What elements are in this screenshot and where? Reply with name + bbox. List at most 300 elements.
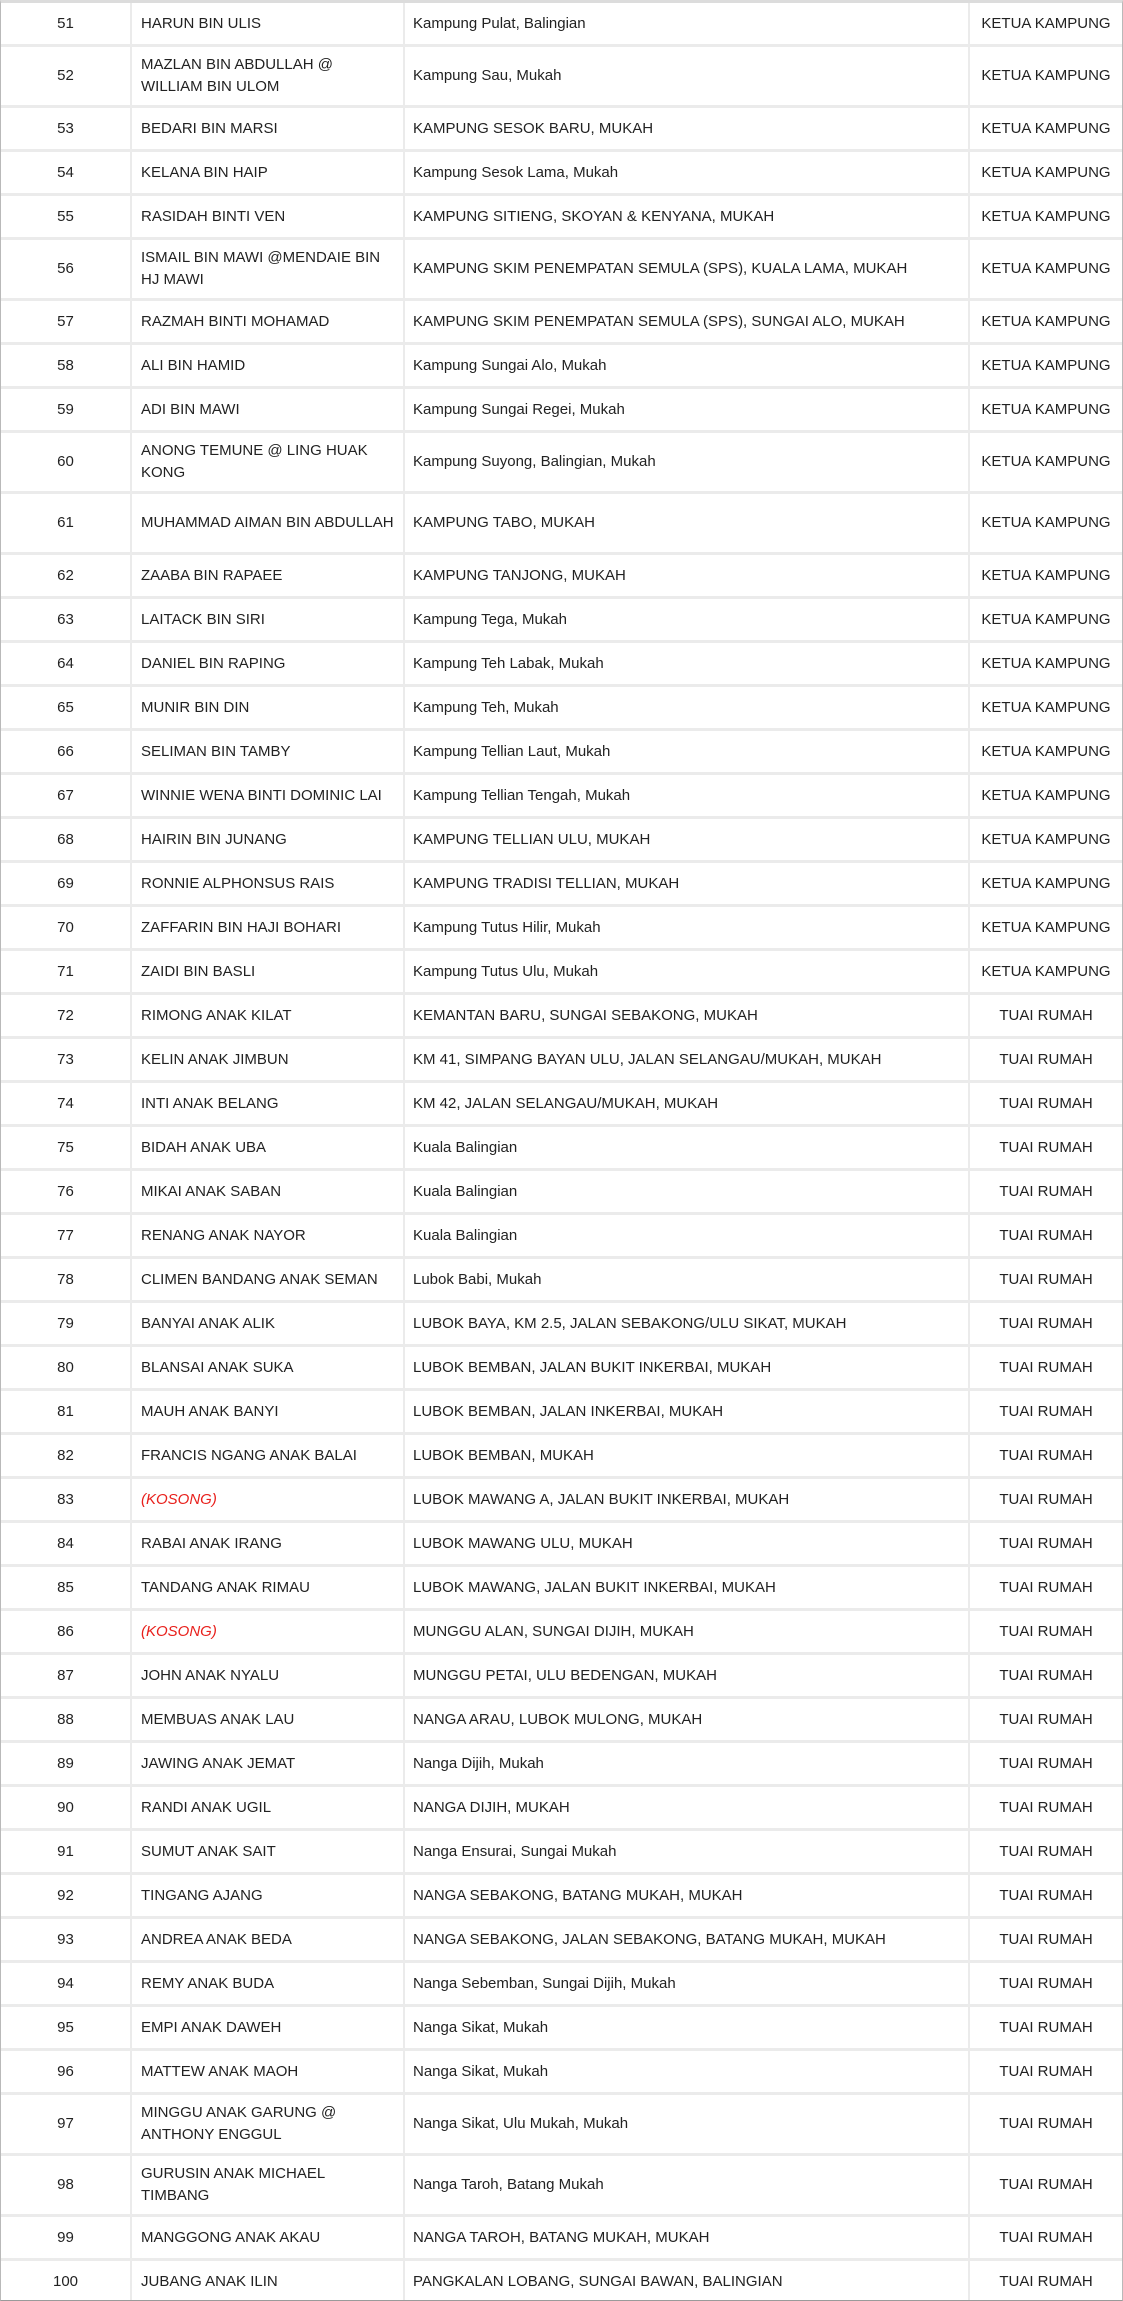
leader-role-cell	[969, 818, 1122, 862]
village-address-cell	[404, 2050, 969, 2094]
leader-name-vacant-cell	[131, 1610, 404, 1654]
table-row	[1, 300, 1122, 344]
village-address: Nanga Sikat, Ulu Mukah, Mukah	[413, 2115, 629, 2132]
village-address: KAMPUNG SKIM PENEMPATAN SEMULA (SPS), KUALA LAMA, MUKAH	[413, 260, 908, 277]
village-address: LUBOK MAWANG, JALAN BUKIT INKERBAI, MUKAH	[413, 1578, 776, 1596]
leader-role: KETUA KAMPUNG	[981, 163, 1111, 181]
village-address: Nanga Sikat, Mukah	[413, 2018, 549, 2036]
village-address-cell	[404, 1962, 969, 2006]
leader-role-cell	[969, 2155, 1122, 2216]
row-number: 60	[57, 453, 74, 470]
village-address: Nanga Sikat, Mukah	[413, 2062, 549, 2080]
leader-name-cell	[131, 598, 404, 642]
leader-role-cell	[969, 2006, 1122, 2050]
leader-name-cell	[131, 151, 404, 195]
leader-name-vacant: (KOSONG)	[141, 1622, 217, 1640]
table-row	[1, 818, 1122, 862]
row-number: 51	[57, 14, 74, 32]
leader-name-cell	[131, 195, 404, 239]
row-number-cell	[1, 1258, 131, 1302]
leader-name: MUHAMMAD AIMAN BIN ABDULLAH	[141, 514, 394, 531]
leader-role-cell	[969, 3, 1122, 46]
leader-name-cell	[131, 1302, 404, 1346]
row-number: 88	[57, 1710, 74, 1728]
row-number: 86	[57, 1622, 74, 1640]
row-number-cell	[1, 3, 131, 46]
leader-name: MATTEW ANAK MAOH	[141, 2062, 299, 2080]
row-number-cell	[1, 2155, 131, 2216]
table-row	[1, 554, 1122, 598]
leader-name: HARUN BIN ULIS	[141, 14, 262, 32]
row-number: 59	[57, 400, 74, 418]
row-number: 77	[57, 1226, 74, 1244]
leader-role-cell	[969, 1170, 1122, 1214]
village-address: Kampung Suyong, Balingian, Mukah	[413, 453, 656, 470]
village-address-cell	[404, 686, 969, 730]
leader-name-cell	[131, 46, 404, 107]
row-number-cell	[1, 2094, 131, 2155]
leader-name-cell	[131, 1170, 404, 1214]
village-address: KM 41, SIMPANG BAYAN ULU, JALAN SELANGAU/MUKAH, MUKAH	[413, 1050, 882, 1068]
leader-name-vacant: (KOSONG)	[141, 1490, 217, 1508]
leader-name: BANYAI ANAK ALIK	[141, 1314, 275, 1332]
row-number-cell	[1, 862, 131, 906]
row-number: 81	[57, 1402, 74, 1420]
leader-role-cell	[969, 1390, 1122, 1434]
village-address: Kampung Teh Labak, Mukah	[413, 654, 604, 672]
leader-role-cell	[969, 1654, 1122, 1698]
leader-role: TUAI RUMAH	[999, 1710, 1093, 1728]
leader-role: TUAI RUMAH	[999, 2176, 1093, 2193]
leader-role: TUAI RUMAH	[999, 1578, 1093, 1596]
table-row	[1, 107, 1122, 151]
leader-name-cell	[131, 2216, 404, 2260]
row-number: 70	[57, 918, 74, 936]
village-address: Nanga Taroh, Batang Mukah	[413, 2176, 604, 2193]
village-address-cell	[404, 1346, 969, 1390]
table-row	[1, 906, 1122, 950]
village-address: Kampung Tutus Hilir, Mukah	[413, 918, 601, 936]
table-row	[1, 2216, 1122, 2260]
leader-role: TUAI RUMAH	[999, 1490, 1093, 1508]
table-row	[1, 3, 1122, 46]
leader-role: TUAI RUMAH	[999, 1270, 1093, 1288]
table-row	[1, 730, 1122, 774]
leader-role: KETUA KAMPUNG	[981, 874, 1111, 892]
leader-name: KELIN ANAK JIMBUN	[141, 1050, 289, 1068]
leader-name: DANIEL BIN RAPING	[141, 654, 286, 672]
leader-role: KETUA KAMPUNG	[981, 830, 1111, 848]
leader-role-cell	[969, 239, 1122, 300]
leader-name-cell	[131, 1698, 404, 1742]
leader-name: EMPI ANAK DAWEH	[141, 2018, 282, 2036]
village-address-cell	[404, 642, 969, 686]
village-address-cell	[404, 1566, 969, 1610]
leader-role: TUAI RUMAH	[999, 2228, 1093, 2246]
table-row	[1, 2050, 1122, 2094]
row-number-cell	[1, 1962, 131, 2006]
leader-name-cell	[131, 1874, 404, 1918]
leader-role: KETUA KAMPUNG	[981, 786, 1111, 804]
leader-name: ISMAIL BIN MAWI @MENDAIE BIN HJ MAWI	[141, 249, 381, 288]
leader-name-cell	[131, 1434, 404, 1478]
table-row	[1, 1786, 1122, 1830]
row-number-cell	[1, 1654, 131, 1698]
row-number-cell	[1, 1170, 131, 1214]
leader-role: KETUA KAMPUNG	[981, 67, 1111, 84]
village-address-cell	[404, 195, 969, 239]
village-address-cell	[404, 1830, 969, 1874]
leader-name: RANDI ANAK UGIL	[141, 1798, 272, 1816]
table-row	[1, 862, 1122, 906]
row-number-cell	[1, 906, 131, 950]
village-address: Kampung Pulat, Balingian	[413, 14, 586, 32]
leader-role-cell	[969, 388, 1122, 432]
row-number: 74	[57, 1094, 74, 1112]
village-address-cell	[404, 2260, 969, 2301]
row-number-cell	[1, 1478, 131, 1522]
leader-name-vacant-cell	[131, 1478, 404, 1522]
village-address-cell	[404, 730, 969, 774]
village-address: Nanga Dijih, Mukah	[413, 1754, 544, 1772]
row-number: 65	[57, 698, 74, 716]
leader-name: REMY ANAK BUDA	[141, 1974, 275, 1992]
leader-role: TUAI RUMAH	[999, 1974, 1093, 1992]
leader-name: RAZMAH BINTI MOHAMAD	[141, 312, 330, 330]
leader-name-cell	[131, 862, 404, 906]
row-number-cell	[1, 195, 131, 239]
village-address-cell	[404, 950, 969, 994]
village-address-cell	[404, 554, 969, 598]
leader-name-cell	[131, 239, 404, 300]
leader-name: JAWING ANAK JEMAT	[141, 1754, 296, 1772]
village-address-cell	[404, 818, 969, 862]
leader-role: TUAI RUMAH	[999, 1138, 1093, 1156]
row-number-cell	[1, 1786, 131, 1830]
row-number: 99	[57, 2228, 74, 2246]
leader-role-cell	[969, 1874, 1122, 1918]
village-address: KAMPUNG TABO, MUKAH	[413, 514, 595, 531]
row-number-cell	[1, 994, 131, 1038]
table-row	[1, 1346, 1122, 1390]
leader-name: RENANG ANAK NAYOR	[141, 1226, 306, 1244]
row-number: 67	[57, 786, 74, 804]
leader-name-cell	[131, 774, 404, 818]
village-address-cell	[404, 239, 969, 300]
row-number-cell	[1, 107, 131, 151]
village-address-cell	[404, 1522, 969, 1566]
table-row	[1, 1522, 1122, 1566]
row-number: 92	[57, 1886, 74, 1904]
village-address-cell	[404, 2006, 969, 2050]
row-number-cell	[1, 1302, 131, 1346]
table-row	[1, 493, 1122, 554]
leader-role-cell	[969, 1962, 1122, 2006]
row-number-cell	[1, 2006, 131, 2050]
leader-role: KETUA KAMPUNG	[981, 566, 1111, 584]
village-address: LUBOK BEMBAN, JALAN BUKIT INKERBAI, MUKAH	[413, 1358, 772, 1376]
row-number-cell	[1, 46, 131, 107]
leader-name: ZAFFARIN BIN HAJI BOHARI	[141, 918, 342, 936]
leader-name-cell	[131, 1742, 404, 1786]
row-number: 94	[57, 1974, 74, 1992]
village-address-cell	[404, 1918, 969, 1962]
village-address: Kampung Tutus Ulu, Mukah	[413, 962, 599, 980]
leader-name: LAITACK BIN SIRI	[141, 610, 265, 628]
leader-role-cell	[969, 300, 1122, 344]
leader-role-cell	[969, 1698, 1122, 1742]
leader-role: KETUA KAMPUNG	[981, 962, 1111, 980]
village-address: Lubok Babi, Mukah	[413, 1270, 542, 1288]
leader-role-cell	[969, 1566, 1122, 1610]
leader-role: KETUA KAMPUNG	[981, 312, 1111, 330]
table-row	[1, 1698, 1122, 1742]
row-number: 78	[57, 1270, 74, 1288]
row-number-cell	[1, 1610, 131, 1654]
row-number-cell	[1, 432, 131, 493]
row-number-cell	[1, 774, 131, 818]
leader-name-cell	[131, 1830, 404, 1874]
row-number-cell	[1, 1038, 131, 1082]
row-number: 55	[57, 207, 74, 225]
leader-role-cell	[969, 2094, 1122, 2155]
table-row	[1, 388, 1122, 432]
row-number: 61	[57, 514, 74, 531]
leader-role-cell	[969, 2216, 1122, 2260]
village-address: Kuala Balingian	[413, 1182, 518, 1200]
village-address-cell	[404, 1610, 969, 1654]
leader-name-cell	[131, 994, 404, 1038]
row-number: 69	[57, 874, 74, 892]
leader-name-cell	[131, 388, 404, 432]
table-row	[1, 1258, 1122, 1302]
table-row	[1, 1918, 1122, 1962]
leader-name: ZAIDI BIN BASLI	[141, 962, 256, 980]
village-address: PANGKALAN LOBANG, SUNGAI BAWAN, BALINGIAN	[413, 2272, 783, 2290]
leader-role-cell	[969, 46, 1122, 107]
village-address-cell	[404, 3, 969, 46]
village-address: Kampung Sau, Mukah	[413, 67, 562, 84]
village-address-cell	[404, 1434, 969, 1478]
leader-role: TUAI RUMAH	[999, 1446, 1093, 1464]
row-number: 80	[57, 1358, 74, 1376]
leader-role-cell	[969, 1742, 1122, 1786]
village-address-cell	[404, 493, 969, 554]
leader-name: RIMONG ANAK KILAT	[141, 1006, 292, 1024]
row-number: 85	[57, 1578, 74, 1596]
leader-name-cell	[131, 2006, 404, 2050]
leader-name-cell	[131, 1654, 404, 1698]
table-row	[1, 1874, 1122, 1918]
leader-name: FRANCIS NGANG ANAK BALAI	[141, 1446, 357, 1464]
row-number-cell	[1, 1566, 131, 1610]
leader-role: TUAI RUMAH	[999, 1622, 1093, 1640]
row-number-cell	[1, 1830, 131, 1874]
leader-role: TUAI RUMAH	[999, 1886, 1093, 1904]
table-row	[1, 774, 1122, 818]
leader-role: TUAI RUMAH	[999, 2018, 1093, 2036]
village-address-cell	[404, 300, 969, 344]
leader-name-cell	[131, 950, 404, 994]
leader-role-cell	[969, 730, 1122, 774]
table-row	[1, 1478, 1122, 1522]
village-address-cell	[404, 1258, 969, 1302]
leader-role: TUAI RUMAH	[999, 2272, 1093, 2290]
row-number-cell	[1, 344, 131, 388]
leader-role: TUAI RUMAH	[999, 1226, 1093, 1244]
leader-name: KELANA BIN HAIP	[141, 163, 268, 181]
leader-role: TUAI RUMAH	[999, 1402, 1093, 1420]
leader-role-cell	[969, 862, 1122, 906]
row-number: 97	[57, 2115, 74, 2132]
village-address: NANGA TAROH, BATANG MUKAH, MUKAH	[413, 2228, 710, 2246]
village-address: KM 42, JALAN SELANGAU/MUKAH, MUKAH	[413, 1094, 719, 1112]
row-number: 54	[57, 163, 74, 181]
leader-name-cell	[131, 432, 404, 493]
leader-name-cell	[131, 1918, 404, 1962]
table-row	[1, 1962, 1122, 2006]
village-address-cell	[404, 1038, 969, 1082]
leader-role-cell	[969, 1214, 1122, 1258]
village-address: KAMPUNG TRADISI TELLIAN, MUKAH	[413, 874, 680, 892]
table-row	[1, 151, 1122, 195]
leader-name: ALI BIN HAMID	[141, 356, 246, 374]
table-row	[1, 195, 1122, 239]
leader-name: MIKAI ANAK SABAN	[141, 1182, 282, 1200]
leader-role-cell	[969, 950, 1122, 994]
leader-name-cell	[131, 1566, 404, 1610]
row-number: 57	[57, 312, 74, 330]
village-address: Kampung Tellian Tengah, Mukah	[413, 786, 631, 804]
row-number-cell	[1, 2260, 131, 2301]
village-address: LUBOK MAWANG A, JALAN BUKIT INKERBAI, MUKAH	[413, 1490, 790, 1508]
village-address: LUBOK BAYA, KM 2.5, JALAN SEBAKONG/ULU SIKAT, MUKAH	[413, 1314, 847, 1332]
village-address: Kampung Tega, Mukah	[413, 610, 567, 628]
village-address-cell	[404, 107, 969, 151]
leader-role: KETUA KAMPUNG	[981, 260, 1111, 277]
leader-name: MAUH ANAK BANYI	[141, 1402, 279, 1420]
row-number: 62	[57, 566, 74, 584]
village-address: Kampung Teh, Mukah	[413, 698, 559, 716]
table-row	[1, 2155, 1122, 2216]
leader-role-cell	[969, 344, 1122, 388]
row-number-cell	[1, 1918, 131, 1962]
leader-role: TUAI RUMAH	[999, 1094, 1093, 1112]
village-address: NANGA SEBAKONG, BATANG MUKAH, MUKAH	[413, 1886, 743, 1904]
village-address-cell	[404, 862, 969, 906]
leader-role-cell	[969, 1918, 1122, 1962]
village-address: LUBOK BEMBAN, JALAN INKERBAI, MUKAH	[413, 1402, 724, 1420]
row-number-cell	[1, 1742, 131, 1786]
village-address-cell	[404, 906, 969, 950]
leader-name-cell	[131, 906, 404, 950]
leader-role-cell	[969, 774, 1122, 818]
leader-name-cell	[131, 344, 404, 388]
leader-role-cell	[969, 1346, 1122, 1390]
table-row	[1, 1170, 1122, 1214]
row-number: 66	[57, 742, 74, 760]
village-address-cell	[404, 1302, 969, 1346]
table-row	[1, 239, 1122, 300]
leader-role: TUAI RUMAH	[999, 1314, 1093, 1332]
village-address: NANGA SEBAKONG, JALAN SEBAKONG, BATANG MUKAH, MUKAH	[413, 1930, 886, 1948]
leader-role-cell	[969, 1258, 1122, 1302]
leader-role-cell	[969, 1522, 1122, 1566]
leader-name: CLIMEN BANDANG ANAK SEMAN	[141, 1270, 378, 1288]
leader-role: TUAI RUMAH	[999, 1006, 1093, 1024]
village-address-cell	[404, 994, 969, 1038]
village-address: KAMPUNG SESOK BARU, MUKAH	[413, 119, 654, 137]
row-number: 52	[57, 67, 74, 84]
leader-role: TUAI RUMAH	[999, 1754, 1093, 1772]
leader-role-cell	[969, 1126, 1122, 1170]
row-number-cell	[1, 642, 131, 686]
table-body	[1, 3, 1122, 2301]
table-row	[1, 2006, 1122, 2050]
village-address-cell	[404, 1126, 969, 1170]
table-row	[1, 46, 1122, 107]
leader-name-cell	[131, 107, 404, 151]
leader-role-cell	[969, 1082, 1122, 1126]
village-address: LUBOK BEMBAN, MUKAH	[413, 1446, 594, 1464]
leader-role: TUAI RUMAH	[999, 1050, 1093, 1068]
village-address-cell	[404, 1874, 969, 1918]
row-number-cell	[1, 300, 131, 344]
leader-name-cell	[131, 1214, 404, 1258]
leader-name: TANDANG ANAK RIMAU	[141, 1578, 310, 1596]
village-address: NANGA ARAU, LUBOK MULONG, MUKAH	[413, 1710, 703, 1728]
table-row	[1, 1302, 1122, 1346]
leader-name-cell	[131, 2155, 404, 2216]
row-number-cell	[1, 1434, 131, 1478]
leader-role-cell	[969, 432, 1122, 493]
leader-name-cell	[131, 1346, 404, 1390]
leader-name-cell	[131, 1126, 404, 1170]
village-address: LUBOK MAWANG ULU, MUKAH	[413, 1534, 633, 1552]
table-row	[1, 1390, 1122, 1434]
village-address: Nanga Sebemban, Sungai Dijih, Mukah	[413, 1974, 676, 1992]
village-address: KEMANTAN BARU, SUNGAI SEBAKONG, MUKAH	[413, 1006, 758, 1024]
village-address-cell	[404, 1654, 969, 1698]
village-address-cell	[404, 1742, 969, 1786]
leader-role-cell	[969, 1786, 1122, 1830]
row-number-cell	[1, 1874, 131, 1918]
leader-name: MUNIR BIN DIN	[141, 698, 250, 716]
table-row	[1, 1038, 1122, 1082]
table-row	[1, 1082, 1122, 1126]
village-address-cell	[404, 432, 969, 493]
leader-name-cell	[131, 1786, 404, 1830]
leader-name-cell	[131, 1258, 404, 1302]
village-address: KAMPUNG TANJONG, MUKAH	[413, 566, 626, 584]
village-address-cell	[404, 1698, 969, 1742]
leader-name: BIDAH ANAK UBA	[141, 1138, 267, 1156]
leader-role-cell	[969, 2050, 1122, 2094]
row-number: 76	[57, 1182, 74, 1200]
row-number: 71	[57, 962, 74, 980]
leader-name: JUBANG ANAK ILIN	[141, 2272, 278, 2290]
village-address-cell	[404, 1082, 969, 1126]
leader-role: KETUA KAMPUNG	[981, 400, 1111, 418]
row-number-cell	[1, 2050, 131, 2094]
village-address: Kampung Tellian Laut, Mukah	[413, 742, 611, 760]
village-address-cell	[404, 151, 969, 195]
table-row	[1, 1830, 1122, 1874]
row-number-cell	[1, 388, 131, 432]
leader-role: KETUA KAMPUNG	[981, 514, 1111, 531]
leader-name: MAZLAN BIN ABDULLAH @ WILLIAM BIN ULOM	[141, 56, 333, 95]
leader-role: TUAI RUMAH	[999, 1842, 1093, 1860]
